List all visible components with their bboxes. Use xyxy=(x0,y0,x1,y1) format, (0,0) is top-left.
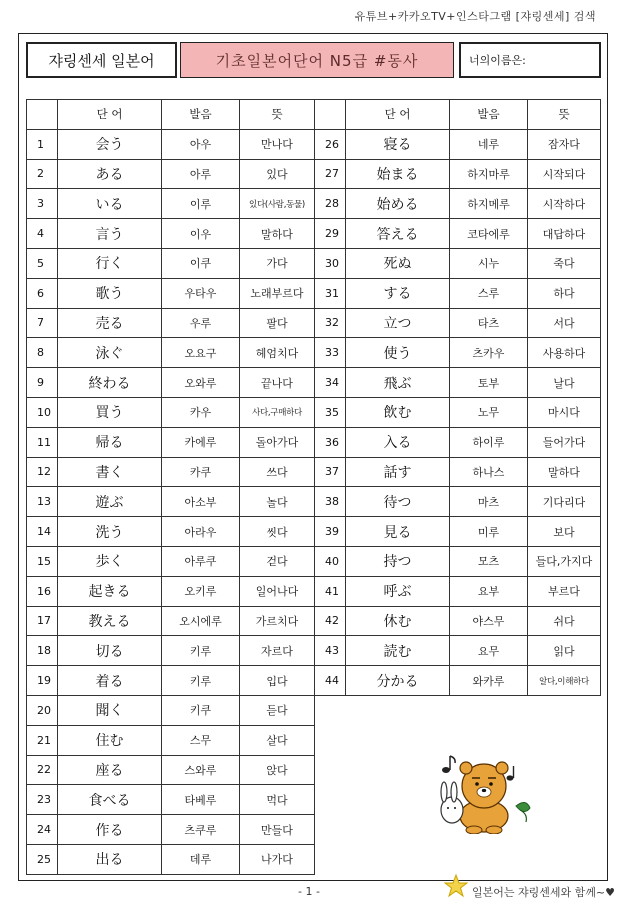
word-meaning: 날다 xyxy=(528,368,601,398)
word-japanese: 始める xyxy=(346,189,450,219)
word-meaning: 쉬다 xyxy=(528,606,601,636)
word-meaning: 먹다 xyxy=(240,785,315,815)
word-japanese: 始まる xyxy=(346,159,450,189)
bear-mascot-illustration xyxy=(430,748,540,834)
header-meaning: 뜻 xyxy=(240,100,315,130)
word-meaning: 듣다 xyxy=(240,695,315,725)
vocab-table-right xyxy=(314,99,601,860)
word-japanese: 使う xyxy=(346,338,450,368)
word-number: 4 xyxy=(27,219,58,249)
word-pronunciation: 미루 xyxy=(450,517,528,547)
table-row xyxy=(27,457,315,487)
word-pronunciation: 키루 xyxy=(162,636,240,666)
table-row xyxy=(27,338,315,368)
word-number: 18 xyxy=(27,636,58,666)
word-japanese: 終わる xyxy=(58,368,162,398)
word-japanese: 死ぬ xyxy=(346,248,450,278)
word-meaning: 사용하다 xyxy=(528,338,601,368)
word-japanese: ある xyxy=(58,159,162,189)
word-japanese: 買う xyxy=(58,397,162,427)
table-header-row xyxy=(27,100,315,130)
word-meaning: 가다 xyxy=(240,248,315,278)
word-japanese: 歌う xyxy=(58,278,162,308)
word-pronunciation: 오와루 xyxy=(162,368,240,398)
word-number: 10 xyxy=(27,397,58,427)
table-row xyxy=(27,487,315,517)
table-row xyxy=(27,308,315,338)
word-number: 29 xyxy=(315,219,346,249)
word-pronunciation: 하이루 xyxy=(450,427,528,457)
page-number: - 1 - xyxy=(298,885,320,898)
word-pronunciation: 스와루 xyxy=(162,755,240,785)
word-number: 40 xyxy=(315,546,346,576)
table-row xyxy=(315,546,601,576)
word-meaning: 노래부르다 xyxy=(240,278,315,308)
word-pronunciation: 야스무 xyxy=(450,606,528,636)
word-meaning: 부르다 xyxy=(528,576,601,606)
word-meaning: 시작하다 xyxy=(528,189,601,219)
word-number: 19 xyxy=(27,666,58,696)
word-number: 15 xyxy=(27,546,58,576)
word-japanese: 歩く xyxy=(58,546,162,576)
word-number: 8 xyxy=(27,338,58,368)
word-japanese: 書く xyxy=(58,457,162,487)
table-row xyxy=(27,695,315,725)
word-pronunciation: 와카루 xyxy=(450,666,528,696)
word-pronunciation: 코타에루 xyxy=(450,219,528,249)
word-pronunciation: 츠쿠루 xyxy=(162,815,240,845)
word-number: 26 xyxy=(315,129,346,159)
word-pronunciation: 토부 xyxy=(450,368,528,398)
word-number: 12 xyxy=(27,457,58,487)
word-japanese: 食べる xyxy=(58,785,162,815)
table-row xyxy=(315,189,601,219)
vocab-table-left xyxy=(26,99,315,875)
table-row xyxy=(27,368,315,398)
table-row xyxy=(27,427,315,457)
table-row xyxy=(27,576,315,606)
header-meaning: 뜻 xyxy=(528,100,601,130)
word-japanese: 飲む xyxy=(346,397,450,427)
word-meaning: 말하다 xyxy=(528,457,601,487)
footer-message: 일본어는 쟈링센세와 함께~♥ xyxy=(472,886,615,899)
word-japanese: いる xyxy=(58,189,162,219)
word-meaning: 일어나다 xyxy=(240,576,315,606)
word-number: 31 xyxy=(315,278,346,308)
word-number: 28 xyxy=(315,189,346,219)
word-pronunciation: 아루쿠 xyxy=(162,546,240,576)
table-row xyxy=(27,248,315,278)
word-number: 32 xyxy=(315,308,346,338)
word-pronunciation: 시누 xyxy=(450,248,528,278)
word-number: 16 xyxy=(27,576,58,606)
word-meaning: 잠자다 xyxy=(528,129,601,159)
word-pronunciation: 하지메루 xyxy=(450,189,528,219)
word-pronunciation: 우루 xyxy=(162,308,240,338)
word-japanese: 持つ xyxy=(346,546,450,576)
table-row xyxy=(27,815,315,845)
word-pronunciation: 츠카우 xyxy=(450,338,528,368)
word-pronunciation: 하지마루 xyxy=(450,159,528,189)
word-japanese: 言う xyxy=(58,219,162,249)
word-japanese: 飛ぶ xyxy=(346,368,450,398)
word-meaning: 나가다 xyxy=(240,844,315,874)
table-row xyxy=(315,129,601,159)
rabbit-icon xyxy=(441,782,463,823)
word-japanese: 立つ xyxy=(346,308,450,338)
bear-icon xyxy=(460,762,508,834)
word-japanese: 切る xyxy=(58,636,162,666)
word-number: 6 xyxy=(27,278,58,308)
word-number: 25 xyxy=(27,844,58,874)
word-pronunciation: 요부 xyxy=(450,576,528,606)
table-row xyxy=(315,576,601,606)
word-number: 37 xyxy=(315,457,346,487)
word-japanese: 聞く xyxy=(58,695,162,725)
word-japanese: 会う xyxy=(58,129,162,159)
word-pronunciation: 키루 xyxy=(162,666,240,696)
word-japanese: 寝る xyxy=(346,129,450,159)
word-pronunciation: 카쿠 xyxy=(162,457,240,487)
word-number: 35 xyxy=(315,397,346,427)
word-pronunciation: 스루 xyxy=(450,278,528,308)
table-row xyxy=(27,725,315,755)
word-meaning: 서다 xyxy=(528,308,601,338)
word-number: 22 xyxy=(27,755,58,785)
word-meaning: 들다,가지다 xyxy=(528,546,601,576)
word-meaning: 기다리다 xyxy=(528,487,601,517)
word-pronunciation: 아소부 xyxy=(162,487,240,517)
table-row xyxy=(27,397,315,427)
page-title: 기초일본어단어 N5급 #동사 xyxy=(180,42,454,78)
word-number: 36 xyxy=(315,427,346,457)
word-japanese: する xyxy=(346,278,450,308)
table-row xyxy=(27,844,315,874)
word-japanese: 売る xyxy=(58,308,162,338)
table-row xyxy=(315,159,601,189)
word-pronunciation: 타베루 xyxy=(162,785,240,815)
word-pronunciation: 오시에루 xyxy=(162,606,240,636)
word-meaning: 마시다 xyxy=(528,397,601,427)
word-number: 14 xyxy=(27,517,58,547)
word-number: 9 xyxy=(27,368,58,398)
word-pronunciation: 아루 xyxy=(162,159,240,189)
word-meaning: 대답하다 xyxy=(528,219,601,249)
word-japanese: 起きる xyxy=(58,576,162,606)
table-row xyxy=(315,308,601,338)
header-word: 단 어 xyxy=(58,100,162,130)
word-japanese: 帰る xyxy=(58,427,162,457)
word-number: 39 xyxy=(315,517,346,547)
word-japanese: 話す xyxy=(346,457,450,487)
word-japanese: 住む xyxy=(58,725,162,755)
table-row xyxy=(27,546,315,576)
word-number: 42 xyxy=(315,606,346,636)
brand-box: 쟈링센세 일본어 xyxy=(26,42,177,78)
word-number: 38 xyxy=(315,487,346,517)
music-note-icon xyxy=(442,756,455,773)
word-pronunciation: 우타우 xyxy=(162,278,240,308)
table-row xyxy=(315,427,601,457)
word-number: 44 xyxy=(315,666,346,696)
word-meaning: 있다(사람,동물) xyxy=(240,189,315,219)
word-meaning: 만나다 xyxy=(240,129,315,159)
word-pronunciation: 요무 xyxy=(450,636,528,666)
word-meaning: 입다 xyxy=(240,666,315,696)
table-row xyxy=(27,606,315,636)
table-row xyxy=(27,755,315,785)
word-japanese: 出る xyxy=(58,844,162,874)
word-pronunciation: 이우 xyxy=(162,219,240,249)
word-number: 7 xyxy=(27,308,58,338)
table-row xyxy=(27,219,315,249)
table-row xyxy=(27,278,315,308)
word-number: 21 xyxy=(27,725,58,755)
word-number: 11 xyxy=(27,427,58,457)
word-number: 43 xyxy=(315,636,346,666)
word-meaning: 읽다 xyxy=(528,636,601,666)
word-number: 24 xyxy=(27,815,58,845)
word-pronunciation: 오키루 xyxy=(162,576,240,606)
word-meaning: 팔다 xyxy=(240,308,315,338)
word-meaning: 씻다 xyxy=(240,517,315,547)
name-label: 너의이름은: xyxy=(469,54,526,67)
word-number: 30 xyxy=(315,248,346,278)
name-field[interactable] xyxy=(459,42,601,78)
word-japanese: 作る xyxy=(58,815,162,845)
word-meaning: 끝나다 xyxy=(240,368,315,398)
word-japanese: 遊ぶ xyxy=(58,487,162,517)
header-word: 단 어 xyxy=(346,100,450,130)
word-japanese: 読む xyxy=(346,636,450,666)
word-pronunciation: 카우 xyxy=(162,397,240,427)
word-pronunciation: 타츠 xyxy=(450,308,528,338)
table-row xyxy=(27,666,315,696)
word-japanese: 分かる xyxy=(346,666,450,696)
word-meaning: 하다 xyxy=(528,278,601,308)
word-meaning: 앉다 xyxy=(240,755,315,785)
header-number-cell xyxy=(315,100,346,130)
word-japanese: 休む xyxy=(346,606,450,636)
word-pronunciation: 마츠 xyxy=(450,487,528,517)
word-number: 23 xyxy=(27,785,58,815)
word-japanese: 座る xyxy=(58,755,162,785)
word-japanese: 答える xyxy=(346,219,450,249)
header-pronunciation: 발음 xyxy=(450,100,528,130)
word-meaning: 들어가다 xyxy=(528,427,601,457)
table-row xyxy=(27,636,315,666)
word-pronunciation: 노무 xyxy=(450,397,528,427)
table-row xyxy=(315,517,601,547)
word-number: 3 xyxy=(27,189,58,219)
word-japanese: 見る xyxy=(346,517,450,547)
header-pronunciation: 발음 xyxy=(162,100,240,130)
word-meaning: 시작되다 xyxy=(528,159,601,189)
word-number: 33 xyxy=(315,338,346,368)
word-japanese: 待つ xyxy=(346,487,450,517)
word-pronunciation: 이루 xyxy=(162,189,240,219)
word-number: 5 xyxy=(27,248,58,278)
word-meaning: 쓰다 xyxy=(240,457,315,487)
word-meaning: 걷다 xyxy=(240,546,315,576)
word-meaning: 돌아가다 xyxy=(240,427,315,457)
table-row xyxy=(27,517,315,547)
word-meaning: 살다 xyxy=(240,725,315,755)
table-row xyxy=(315,397,601,427)
table-row xyxy=(315,487,601,517)
word-meaning: 보다 xyxy=(528,517,601,547)
word-pronunciation: 키쿠 xyxy=(162,695,240,725)
word-meaning: 자르다 xyxy=(240,636,315,666)
word-pronunciation: 아우 xyxy=(162,129,240,159)
top-banner: 유튜브+카카오TV+인스타그램 [쟈링센세] 검색 xyxy=(354,10,596,23)
table-row xyxy=(27,159,315,189)
table-row xyxy=(315,368,601,398)
word-meaning: 놀다 xyxy=(240,487,315,517)
word-number: 17 xyxy=(27,606,58,636)
table-header-row xyxy=(315,100,601,130)
word-pronunciation: 데루 xyxy=(162,844,240,874)
word-japanese: 着る xyxy=(58,666,162,696)
word-meaning: 만들다 xyxy=(240,815,315,845)
word-pronunciation: 아라우 xyxy=(162,517,240,547)
word-japanese: 泳ぐ xyxy=(58,338,162,368)
word-pronunciation: 카에루 xyxy=(162,427,240,457)
word-japanese: 入る xyxy=(346,427,450,457)
word-japanese: 呼ぶ xyxy=(346,576,450,606)
word-japanese: 行く xyxy=(58,248,162,278)
word-meaning: 알다,이해하다 xyxy=(528,666,601,696)
word-pronunciation: 모츠 xyxy=(450,546,528,576)
table-row xyxy=(315,636,601,666)
table-row xyxy=(315,457,601,487)
leaf-icon xyxy=(516,802,530,822)
table-row xyxy=(315,278,601,308)
word-japanese: 洗う xyxy=(58,517,162,547)
table-row xyxy=(27,129,315,159)
header-number-cell xyxy=(27,100,58,130)
word-number: 2 xyxy=(27,159,58,189)
star-icon xyxy=(444,874,468,898)
word-number: 13 xyxy=(27,487,58,517)
table-row xyxy=(315,606,601,636)
table-row xyxy=(27,785,315,815)
table-row xyxy=(315,219,601,249)
word-number: 27 xyxy=(315,159,346,189)
word-meaning: 가르치다 xyxy=(240,606,315,636)
word-pronunciation: 하나스 xyxy=(450,457,528,487)
table-row xyxy=(315,248,601,278)
word-meaning: 헤엄치다 xyxy=(240,338,315,368)
word-meaning: 죽다 xyxy=(528,248,601,278)
word-number: 34 xyxy=(315,368,346,398)
word-japanese: 教える xyxy=(58,606,162,636)
word-pronunciation: 오요구 xyxy=(162,338,240,368)
table-row xyxy=(315,338,601,368)
word-number: 1 xyxy=(27,129,58,159)
word-number: 41 xyxy=(315,576,346,606)
word-meaning: 있다 xyxy=(240,159,315,189)
word-pronunciation: 네루 xyxy=(450,129,528,159)
word-pronunciation: 이쿠 xyxy=(162,248,240,278)
word-meaning: 말하다 xyxy=(240,219,315,249)
word-pronunciation: 스무 xyxy=(162,725,240,755)
word-number: 20 xyxy=(27,695,58,725)
table-row xyxy=(27,189,315,219)
table-row xyxy=(315,666,601,696)
word-meaning: 사다,구매하다 xyxy=(240,397,315,427)
